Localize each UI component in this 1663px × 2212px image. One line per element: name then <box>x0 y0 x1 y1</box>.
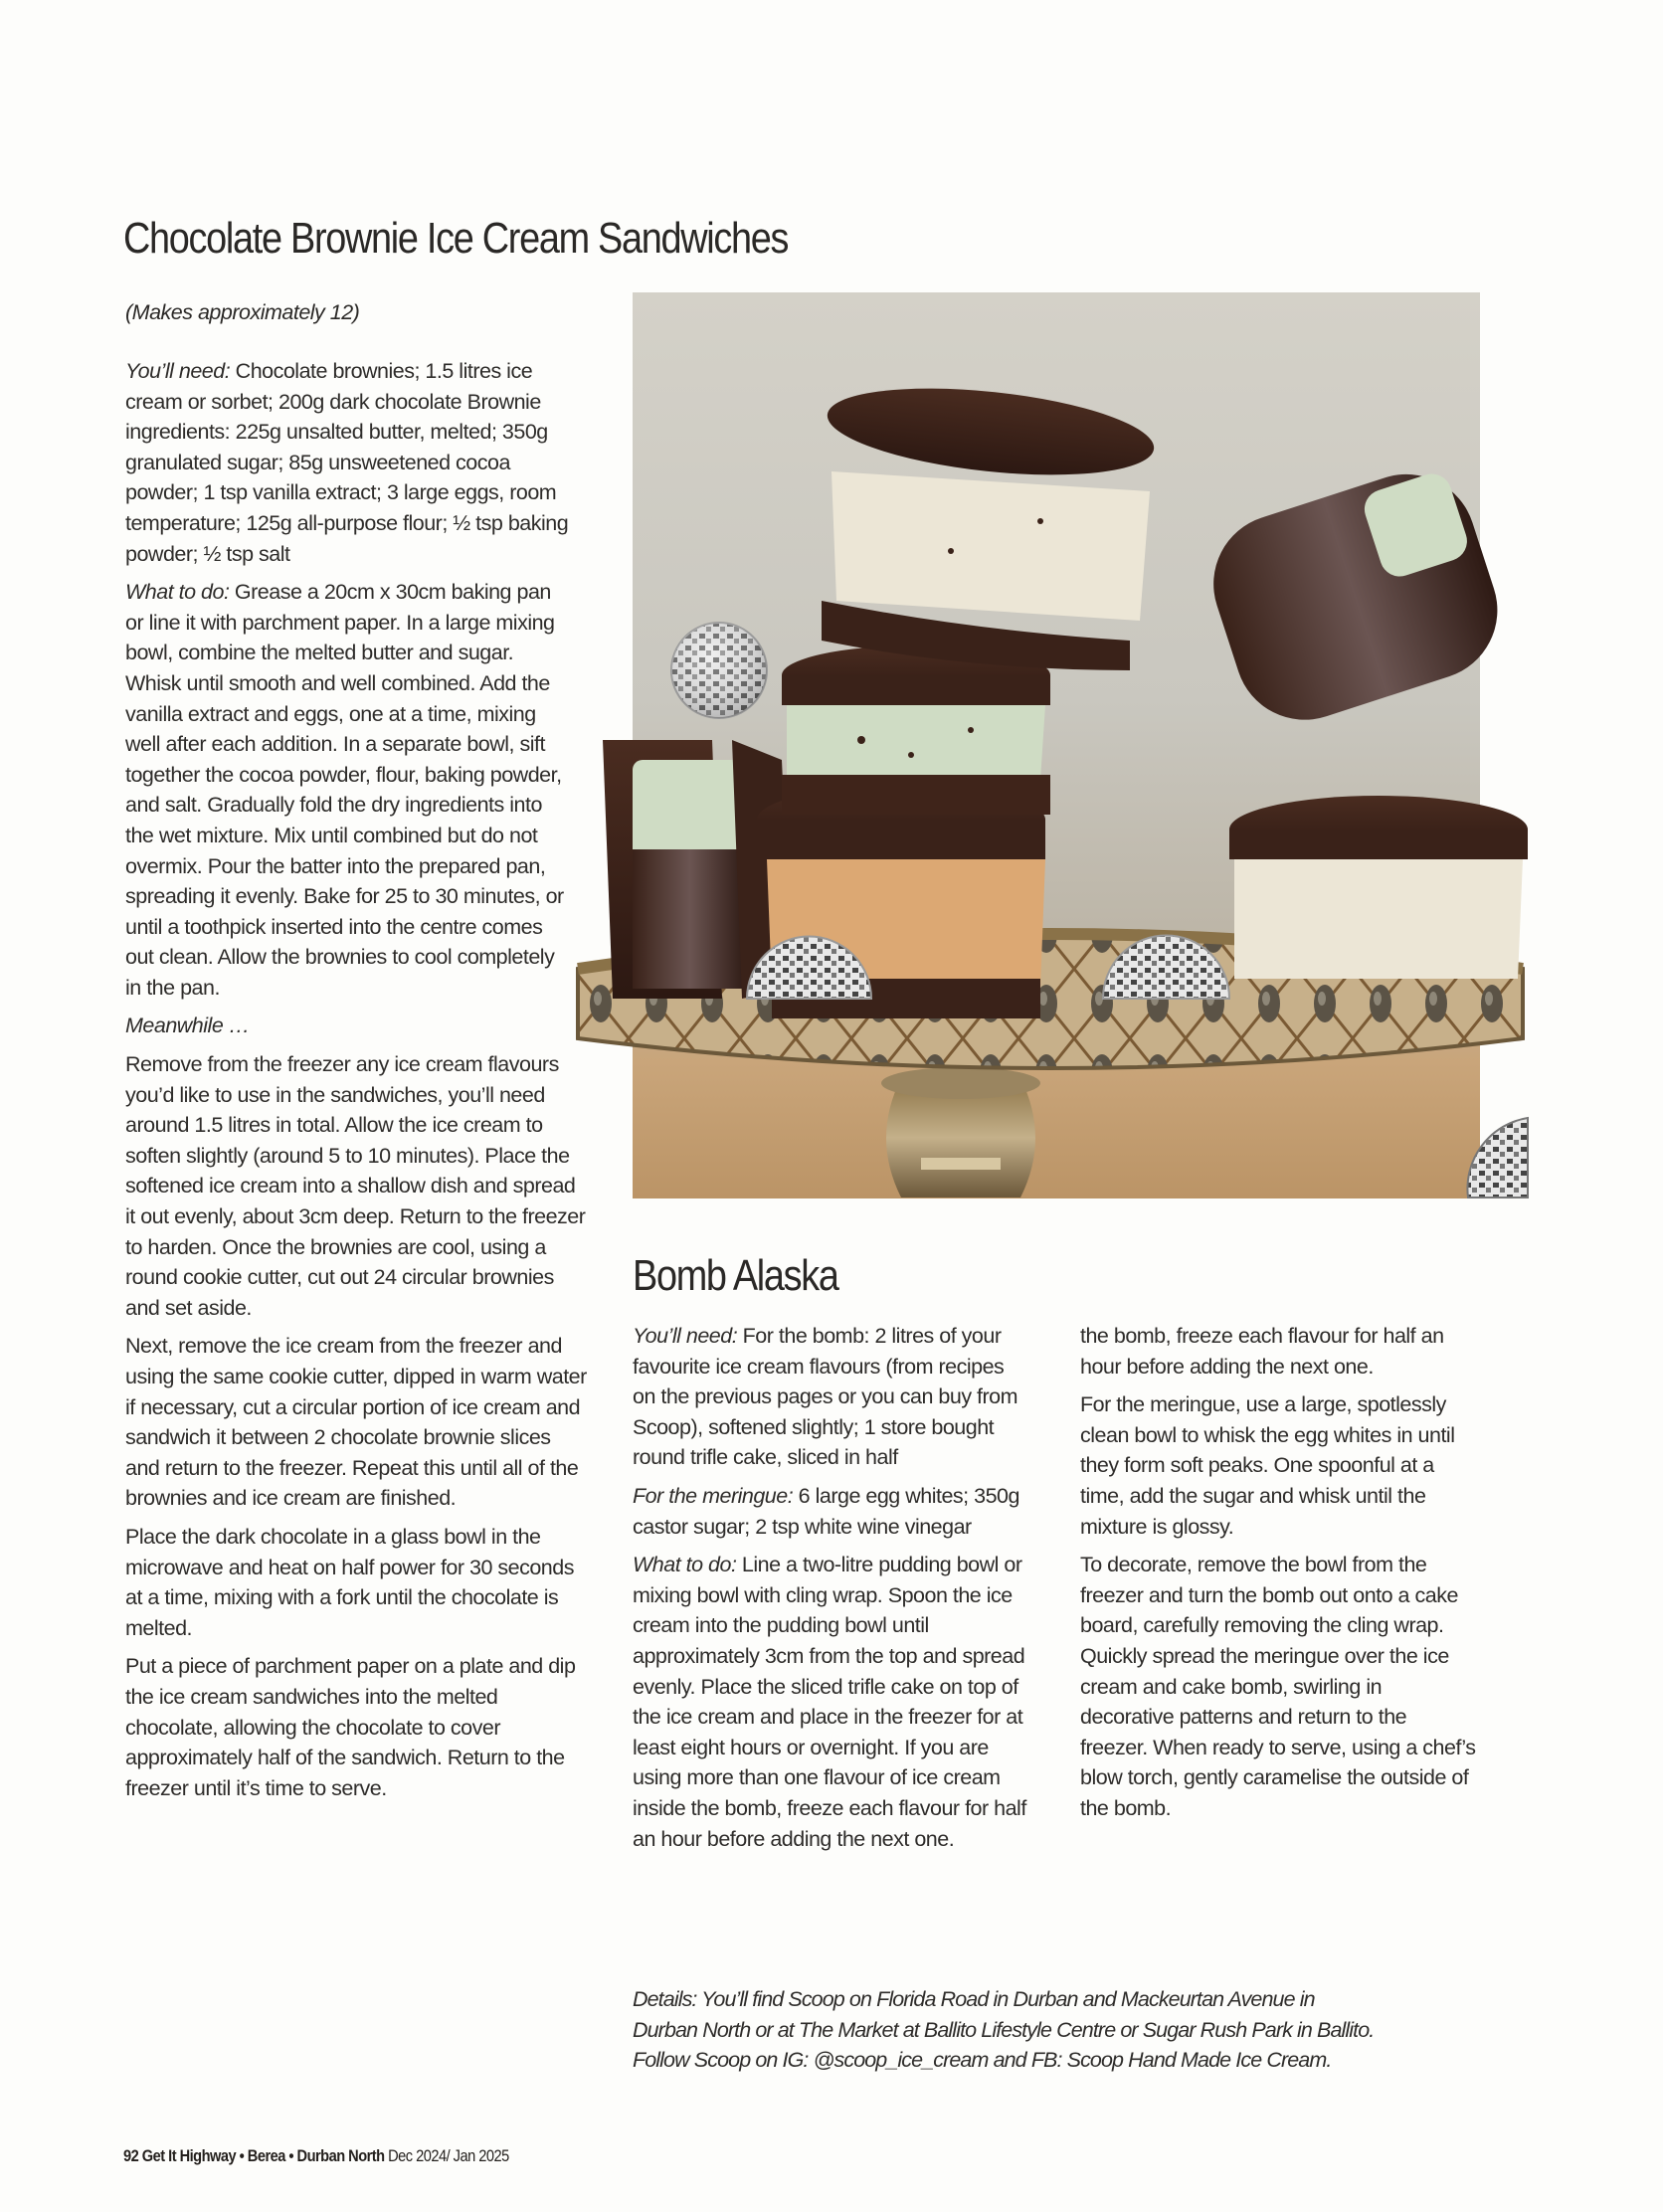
publication-name: Get It Highway • Berea • Durban North <box>141 2146 385 2165</box>
recipe1-method <box>125 577 573 1003</box>
ice-cream-sandwich-illustration <box>573 203 1548 1207</box>
recipe2-step: For the meringue, use a large, spotlessly clean bowl to whisk the egg whites in until they form soft peaks. One spoonful at a time, add the sugar and whisk until the mixture is glossy. <box>1080 1392 1455 1539</box>
recipe2-meringue-ingredients <box>633 1481 1030 1542</box>
method-text: Line a two-litre pudding bowl or mixing bowl with cling wrap. Spoon the ice cream into the pudding bowl until approximately 3cm from the top and spread evenly. Place the sliced trifle cake on top of the ice cream and place in the freezer for at least eight hours or overnight. If you are using more than one flavour of ice cream inside the bomb, freeze each flavour for half an hour before adding the next one. <box>633 1553 1026 1851</box>
recipe2-column-b <box>1080 1321 1478 1832</box>
recipe-title-bomb-alaska: Bomb Alaska <box>633 1251 838 1300</box>
meringue-label: For the meringue: <box>633 1483 794 1508</box>
recipe2-method <box>633 1550 1030 1854</box>
recipe1-step: Put a piece of parchment paper on a plate and dip the ice cream sandwiches into the melted chocolate, allowing the chocolate to cover approximately half of the sandwich. Return to the freezer until it’s time to serve. <box>125 1654 576 1800</box>
ingredients-label: You’ll need: <box>633 1324 738 1348</box>
recipe1-step: Place the dark chocolate in a glass bowl in the microwave and heat on half power for 30 seconds at a time, mixing with a fork until the chocolate is melted. <box>125 1524 574 1640</box>
details-line: Follow Scoop on IG: @scoop_ice_cream and FB: Scoop Hand Made Ice Cream. <box>633 2048 1332 2073</box>
recipe1-step: Remove from the freezer any ice cream flavours you’d like to use in the sandwiches, you’ll need around 1.5 litres in total. Allow the ice cream to soften slightly (around 5 to 10 minutes). Place the softened ice cream into a shallow dish and spread it out evenly, about 3cm deep. Return to the freezer to harden. Once the brownies are cool, using a round cookie cutter, cut out 24 circular brownies and set aside. <box>125 1052 586 1320</box>
page-footer <box>123 2146 509 2166</box>
method-label: What to do: <box>125 580 230 605</box>
details-line: Durban North or at The Market at Ballito Lifestyle Centre or Sugar Rush Park in Ballito. <box>633 2017 1375 2042</box>
recipe-photo <box>633 292 1480 1198</box>
meanwhile-label: Meanwhile … <box>125 1014 250 1038</box>
recipe2-method-continued: the bomb, freeze each flavour for half an hour before adding the next one. <box>1080 1324 1444 1379</box>
recipe1-column <box>125 356 588 1811</box>
method-label: What to do: <box>633 1553 737 1577</box>
method-text: Grease a 20cm x 30cm baking pan or line it with parchment paper. In a large mixing bowl, combine the melted butter and sugar. Whisk until smooth and well combined. Add the vanilla extract and eggs, one at a time, mixing well after each addition. In a separate bowl, sift together the cocoa powder, flour, baking powder, and salt. Gradually fold the dry ingredients into the wet mixture. Mix until combined but do not overmix. Pour the batter into the prepared pan, spreading it evenly. Bake for 25 to 30 minutes, or until a toothpick inserted into the centre comes out clean. Allow the brownies to cool completely in the pan. <box>125 580 564 1000</box>
recipe2-column-a <box>633 1321 1030 1862</box>
page-number: 92 <box>123 2146 139 2165</box>
recipe-title-brownie-sandwiches: Chocolate Brownie Ice Cream Sandwiches <box>123 214 789 263</box>
shop-details <box>633 1984 1488 2076</box>
recipe2-step: To decorate, remove the bowl from the freezer and turn the bomb out onto a cake board, carefully removing the cling wrap. Quickly spread the meringue over the ice cream and cake bomb, swirling in decorative patterns and return to the freezer. When ready to serve, using a chef’s blow torch, gently caramelise the outside of the bomb. <box>1080 1553 1476 1820</box>
meringue-text: 6 large egg whites; 350g castor sugar; 2 tsp white wine vinegar <box>633 1483 1019 1539</box>
recipe-yield: (Makes approximately 12) <box>125 300 360 324</box>
recipe2-ingredients <box>633 1321 1030 1473</box>
recipe1-ingredients <box>125 356 588 569</box>
details-line: Details: You’ll find Scoop on Florida Road in Durban and Mackeurtan Avenue in <box>633 1987 1315 2011</box>
ingredients-text: For the bomb: 2 litres of your favourite ice cream flavours (from recipes on the previous pages or you can buy from Scoop), softened slightly; 1 store bought round trifle cake, sliced in half <box>633 1324 1018 1470</box>
issue-date: Dec 2024/ Jan 2025 <box>388 2146 509 2165</box>
ingredients-text: Chocolate brownies; 1.5 litres ice cream or sorbet; 200g dark chocolate Brownie ingredients: 225g unsalted butter, melted; 350g granulated sugar; 85g unsweetened cocoa powder; 1 tsp vanilla extract; 3 large eggs, room temperature; 125g all-purpose flour; ½ tsp baking powder; ½ tsp salt <box>125 359 569 566</box>
ingredients-label: You’ll need: <box>125 359 231 383</box>
recipe1-step: Next, remove the ice cream from the freezer and using the same cookie cutter, dipped in warm water if necessary, cut a circular portion of ice cream and sandwich it between 2 chocolate brownie slices and return to the freezer. Repeat this until all of the brownies and ice cream are finished. <box>125 1334 587 1511</box>
